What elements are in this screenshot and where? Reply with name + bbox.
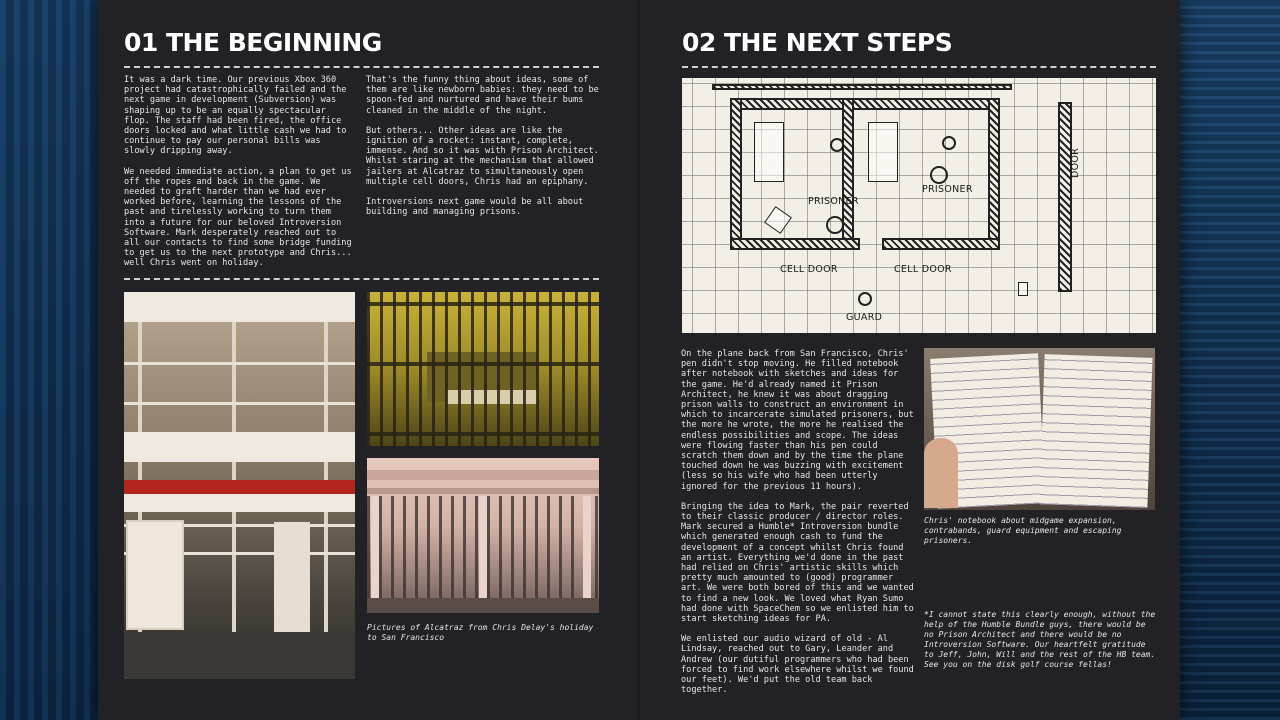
page-gutter — [638, 0, 640, 720]
left-column-2 — [366, 75, 600, 227]
background-left-edge — [0, 0, 98, 720]
right-heading-divider — [682, 66, 1156, 68]
alcatraz-pink-cells-photo — [367, 458, 599, 613]
prison-floorplan-sketch — [682, 78, 1156, 333]
alcatraz-cellblock-photo — [124, 292, 355, 679]
sketch-label-prisoner-right: PRISONER — [922, 184, 973, 195]
left-middle-divider — [124, 278, 599, 280]
sketch-label-cell-door-right: CELL DOOR — [894, 264, 952, 275]
right-page-heading: 02 THE NEXT STEPS — [682, 28, 953, 57]
paragraph: On the plane back from San Francisco, Chris' pen didn't stop moving. He filled notebook after notebook with sketches and ideas for the game. He'd already named it Prison Architect, he knew it was about dragging prison walls to construct an environment in which to incarcerate simulated prisoners, but the more he wrote, the more he realised the endless possibilities and scope. The ideas were flowing faster than his pen could scratch them down and by the time the plane touched down he was buzzing with excitement (less so his wife who had been utterly ignored for the previous 11 hours). — [681, 349, 914, 492]
background-right-edge — [1180, 0, 1280, 720]
paragraph: Bringing the idea to Mark, the pair reverted to their classic producer / director roles. Mark secured a Humble* Introversion bundle which generated enough cash to fund the development of a concept whilst Chris found an artist. Everything we'd done in the past had relied on Chris' artistic skills which pretty much amounted to (good) programmer art. We were both bored of this and we wanted to find a new look. We loved what Ryan Sumo had done with SpaceChem so we enlisted him to start sketching ideas for PA. — [681, 501, 914, 625]
left-heading-divider — [124, 66, 599, 68]
left-page-heading: 01 THE BEGINNING — [124, 28, 382, 57]
sketch-label-prisoner-left: PRISONER — [808, 196, 859, 207]
paragraph: But others... Other ideas are like the ignition of a rocket: instant, complete, immense. And so it was with Prison Architect. Whilst staring at the mechanism that allowed jailers at Alcatraz to simultaneously open multiple cell doors, Chris had an epiphany. — [366, 125, 599, 187]
paragraph: We enlisted our audio wizard of old - Al Lindsay, reached out to Gary, Leander and Andrew (our dutiful programmers who had been forced to find work elsewhere whilst we found our feet). We'd put the old team back together. — [681, 634, 914, 696]
magazine-spread — [98, 0, 1180, 720]
paragraph: That's the funny thing about ideas, some of them are like newborn babies: they need to be spoon-fed and nurtured and have their bums cleaned in the middle of the night. — [366, 75, 599, 116]
humble-bundle-footnote: *I cannot state this clearly enough, without the help of the Humble Bundle guys, there would be no Prison Architect and there would be no Introversion Software. Our heartfelt gratitude to Jeff, John, Will and the rest of the HB team. See you on the disk golf course fellas! — [924, 610, 1156, 669]
chris-notebook-photo — [924, 348, 1155, 510]
sketch-label-guard: GUARD — [846, 312, 883, 323]
sketch-label-cell-door-left: CELL DOOR — [780, 264, 838, 275]
alcatraz-yellow-cell-photo — [367, 292, 599, 446]
left-column-1 — [124, 75, 354, 279]
right-column — [681, 349, 915, 706]
paragraph: Introversions next game would be all about building and managing prisons. — [366, 197, 584, 218]
paragraph: We needed immediate action, a plan to get us off the ropes and back in the game. We needed to graft harder than we had ever worked before, learning the lessons of the past and tirelessly working to turn them into a future for our beloved Introversion Software. Mark desperately reached out to all our contacts to find some bridge funding to get us to the next prototype and Chris... well Chris went on holiday. — [124, 166, 352, 269]
notebook-caption: Chris' notebook about midgame expansion, contrabands, guard equipment and escaping prisoners. — [924, 516, 1122, 545]
paragraph: It was a dark time. Our previous Xbox 360 project had catastrophically failed and the next game in development (Subversion) was shaping up to be an equally spectacular flop. The staff had been fired, the office doors locked and what little cash we had to continue to pay our personal bills was slowly dripping away. — [124, 75, 347, 157]
sketch-label-door: DOOR — [1070, 147, 1081, 178]
alcatraz-photos-caption: Pictures of Alcatraz from Chris Delay's holiday to San Francisco — [367, 623, 594, 642]
